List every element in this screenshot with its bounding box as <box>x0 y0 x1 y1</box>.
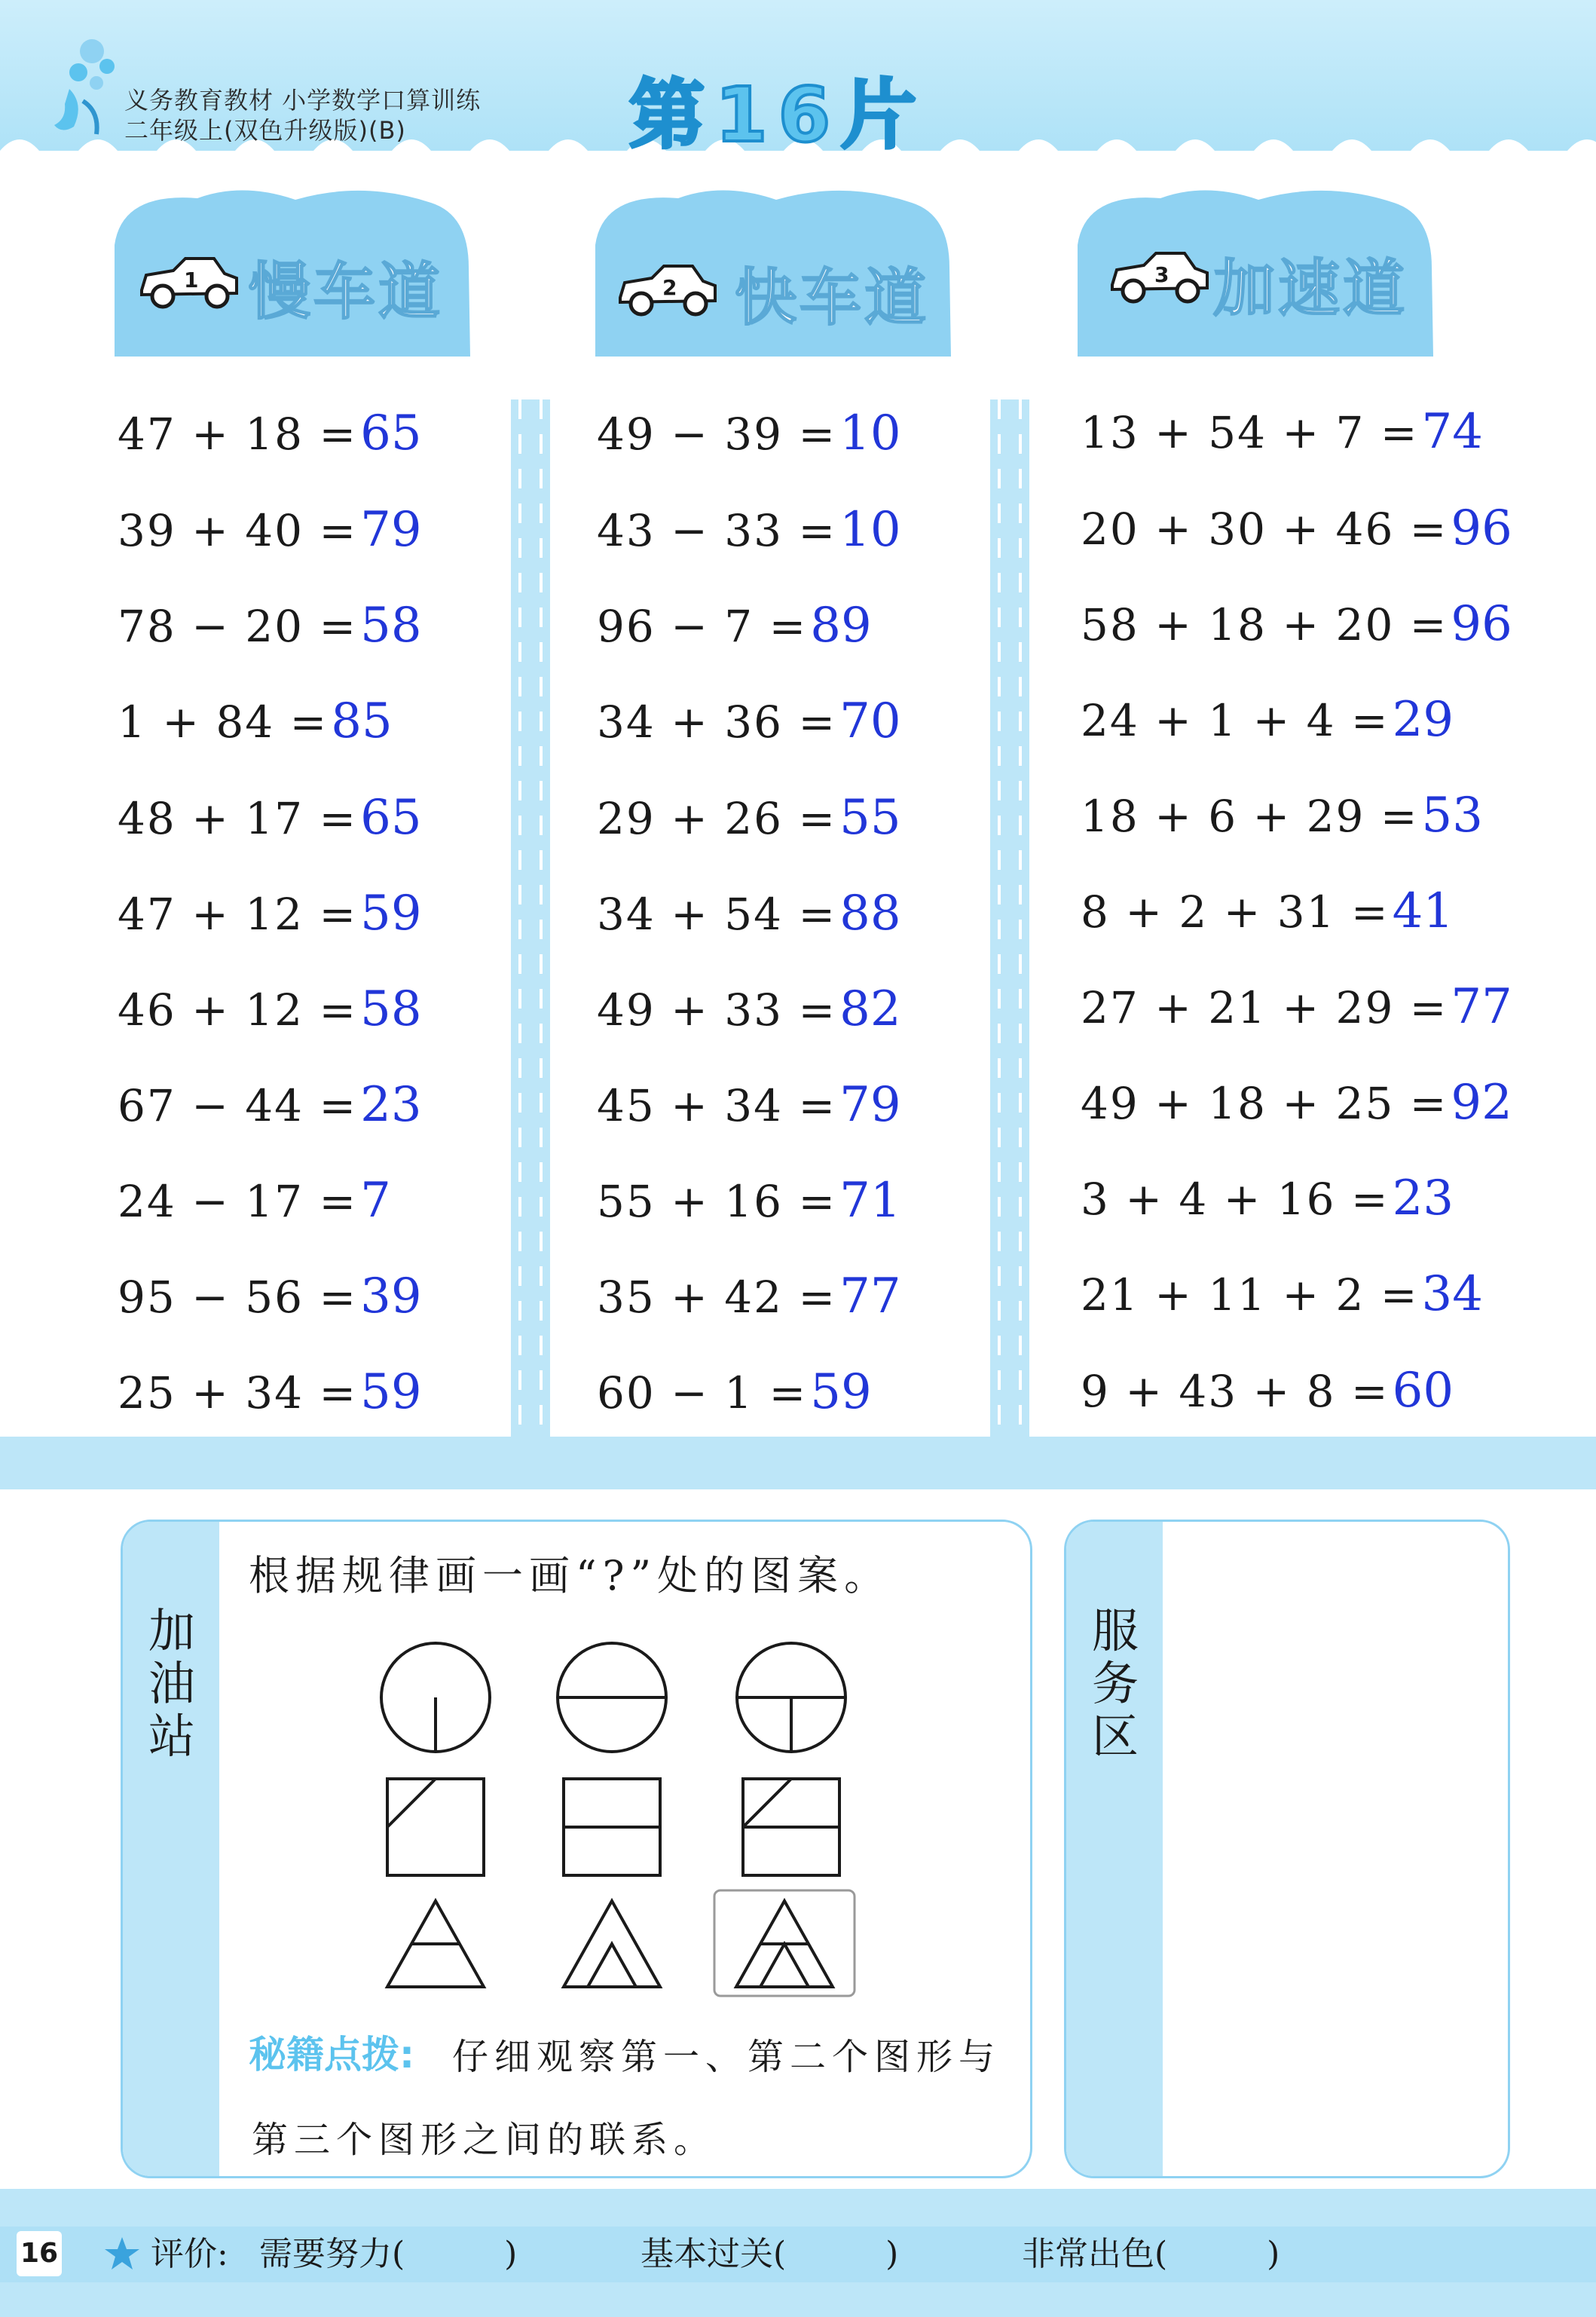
problem-answer: 59 <box>360 886 422 941</box>
problem-row <box>1081 590 1512 658</box>
problem-row <box>118 784 422 852</box>
problem-answer: 71 <box>839 1173 901 1229</box>
task-instruction: 根据规律画一画“?”处的图案。 <box>249 1552 891 1599</box>
problem-row <box>118 592 422 660</box>
problem-row <box>118 1263 422 1330</box>
pattern-puzzle-figure <box>369 1628 882 2005</box>
problem-row <box>597 399 901 467</box>
problem-row <box>597 1167 901 1235</box>
lane-title-slow: 慢车道 <box>249 256 444 328</box>
problem-expression: 49 + 33 = <box>597 984 837 1036</box>
problem-answer: 53 <box>1421 788 1483 843</box>
car-number-3: 3 <box>1154 262 1169 287</box>
book-title-line-2: 二年级上(双色升级版)(B) <box>124 116 406 145</box>
problem-answer: 79 <box>360 502 422 558</box>
problem-answer: 58 <box>360 981 422 1037</box>
evaluation-option-needs-effort[interactable]: 需要努力( ) <box>259 2235 518 2273</box>
problem-answer: 96 <box>1451 500 1512 556</box>
problem-answer: 60 <box>1392 1363 1454 1419</box>
problem-answer: 77 <box>839 1269 901 1324</box>
problem-expression: 39 + 40 = <box>118 505 358 556</box>
problem-row <box>1081 973 1512 1041</box>
tip-label: 秘籍点拨: <box>249 2033 414 2077</box>
problem-answer: 23 <box>360 1077 422 1133</box>
problem-row <box>1081 1165 1454 1232</box>
problem-expression: 24 + 1 + 4 = <box>1081 695 1390 746</box>
lane-divider <box>511 399 550 1437</box>
problem-row <box>118 1071 422 1139</box>
problem-row <box>1081 1260 1483 1328</box>
problem-row <box>1081 686 1454 754</box>
problem-expression: 45 + 34 = <box>597 1080 837 1131</box>
problem-expression: 47 + 12 = <box>118 889 358 940</box>
problem-row <box>118 1167 391 1235</box>
problem-answer: 88 <box>839 886 901 941</box>
problem-expression: 27 + 21 + 29 = <box>1081 982 1448 1033</box>
gas-station-sidebar <box>123 1522 219 2176</box>
problem-answer: 34 <box>1421 1266 1483 1322</box>
problem-expression: 8 + 2 + 31 = <box>1081 886 1390 938</box>
problem-answer: 82 <box>839 981 901 1037</box>
problem-row <box>118 399 422 467</box>
problem-expression: 96 − 7 = <box>597 601 808 652</box>
problem-expression: 35 + 42 = <box>597 1272 837 1323</box>
section-band <box>0 1437 1596 1489</box>
lane-title-fast: 快车道 <box>735 262 930 334</box>
problem-row <box>597 496 901 564</box>
problem-expression: 1 + 84 = <box>118 696 329 748</box>
race-car-icon <box>1106 247 1212 306</box>
problem-row <box>597 687 901 755</box>
race-car-icon <box>136 253 241 311</box>
service-area-sidebar <box>1066 1522 1163 2176</box>
problem-row <box>118 880 422 947</box>
problem-row <box>597 784 901 852</box>
gas-station-label: 加油站 <box>148 1603 195 1764</box>
problem-row <box>1081 782 1483 849</box>
problem-row <box>118 975 422 1043</box>
problem-expression: 46 + 12 = <box>118 984 358 1036</box>
problem-expression: 13 + 54 + 7 = <box>1081 407 1419 458</box>
lane-divider <box>990 399 1029 1437</box>
problem-answer: 41 <box>1392 883 1454 939</box>
problem-expression: 49 + 18 + 25 = <box>1081 1078 1448 1129</box>
page-number: 16 <box>17 2231 62 2276</box>
problem-answer: 65 <box>360 790 422 846</box>
service-area-box <box>1064 1520 1510 2178</box>
problem-answer: 74 <box>1421 404 1483 460</box>
problem-row <box>1081 877 1454 945</box>
problem-expression: 20 + 30 + 46 = <box>1081 503 1448 555</box>
problem-answer: 96 <box>1451 596 1512 652</box>
problem-expression: 34 + 54 = <box>597 889 837 940</box>
problem-row <box>1081 494 1512 562</box>
problem-row <box>1081 1069 1512 1137</box>
tip-text-line-1: 仔细观察第一、第二个图形与 <box>452 2036 1001 2078</box>
problem-row <box>1081 1357 1454 1425</box>
problem-answer: 79 <box>839 1077 901 1133</box>
problem-expression: 18 + 6 + 29 = <box>1081 791 1419 842</box>
car-number-1: 1 <box>184 268 199 292</box>
problem-expression: 25 + 34 = <box>118 1367 358 1419</box>
problem-answer: 59 <box>360 1364 422 1420</box>
problem-expression: 3 + 4 + 16 = <box>1081 1174 1390 1225</box>
problem-expression: 43 − 33 = <box>597 505 837 556</box>
problem-answer: 59 <box>810 1364 872 1420</box>
problem-expression: 78 − 20 = <box>118 601 358 652</box>
problem-row <box>1081 398 1483 466</box>
problem-answer: 70 <box>839 693 901 749</box>
problem-answer: 55 <box>839 790 901 846</box>
problem-answer: 89 <box>810 598 872 653</box>
lane-title-speed: 加速道 <box>1213 253 1408 325</box>
problem-expression: 9 + 43 + 8 = <box>1081 1366 1390 1417</box>
problem-expression: 95 − 56 = <box>118 1272 358 1323</box>
problem-expression: 49 − 39 = <box>597 409 837 460</box>
problem-expression: 24 − 17 = <box>118 1176 358 1227</box>
problem-answer: 92 <box>1451 1075 1512 1131</box>
star-icon <box>104 2236 140 2272</box>
problem-expression: 29 + 26 = <box>597 793 837 844</box>
problem-expression: 67 − 44 = <box>118 1080 358 1131</box>
problem-answer: 23 <box>1392 1171 1454 1226</box>
sheet-title: 第16片 <box>629 71 928 159</box>
problem-expression: 58 + 18 + 20 = <box>1081 599 1448 650</box>
problem-row <box>597 880 901 947</box>
evaluation-option-pass[interactable]: 基本过关( ) <box>641 2235 899 2273</box>
car-number-2: 2 <box>662 275 677 300</box>
problem-expression: 60 − 1 = <box>597 1367 808 1419</box>
problem-answer: 10 <box>839 406 901 461</box>
problem-answer: 77 <box>1451 979 1512 1035</box>
book-title-line-1: 义务教育教材 小学数学口算训练 <box>124 86 482 115</box>
problem-row <box>118 496 422 564</box>
problem-row <box>597 592 872 660</box>
problem-answer: 10 <box>839 502 901 558</box>
problem-row <box>597 975 901 1043</box>
problem-answer: 7 <box>360 1173 391 1229</box>
problem-expression: 21 + 11 + 2 = <box>1081 1269 1419 1321</box>
mascot-logo-icon <box>39 29 130 142</box>
problem-expression: 55 + 16 = <box>597 1176 837 1227</box>
problem-answer: 39 <box>360 1269 422 1324</box>
problem-answer: 29 <box>1392 692 1454 748</box>
problem-expression: 34 + 36 = <box>597 696 837 748</box>
evaluation-option-excellent[interactable]: 非常出色( ) <box>1022 2235 1280 2273</box>
problem-row <box>597 1263 901 1330</box>
problem-row <box>118 687 393 755</box>
problem-row <box>597 1071 901 1139</box>
evaluation-label: 评价: <box>151 2235 228 2273</box>
problem-answer: 58 <box>360 598 422 653</box>
problem-row <box>597 1358 872 1426</box>
problem-answer: 85 <box>331 693 393 749</box>
race-car-icon <box>614 260 720 319</box>
service-area-label: 服务区 <box>1091 1603 1139 1764</box>
problem-answer: 65 <box>360 406 422 461</box>
problem-row <box>118 1358 422 1426</box>
tip-text-line-2: 第三个图形之间的联系。 <box>252 2119 717 2161</box>
problem-expression: 48 + 17 = <box>118 793 358 844</box>
problem-expression: 47 + 18 = <box>118 409 358 460</box>
